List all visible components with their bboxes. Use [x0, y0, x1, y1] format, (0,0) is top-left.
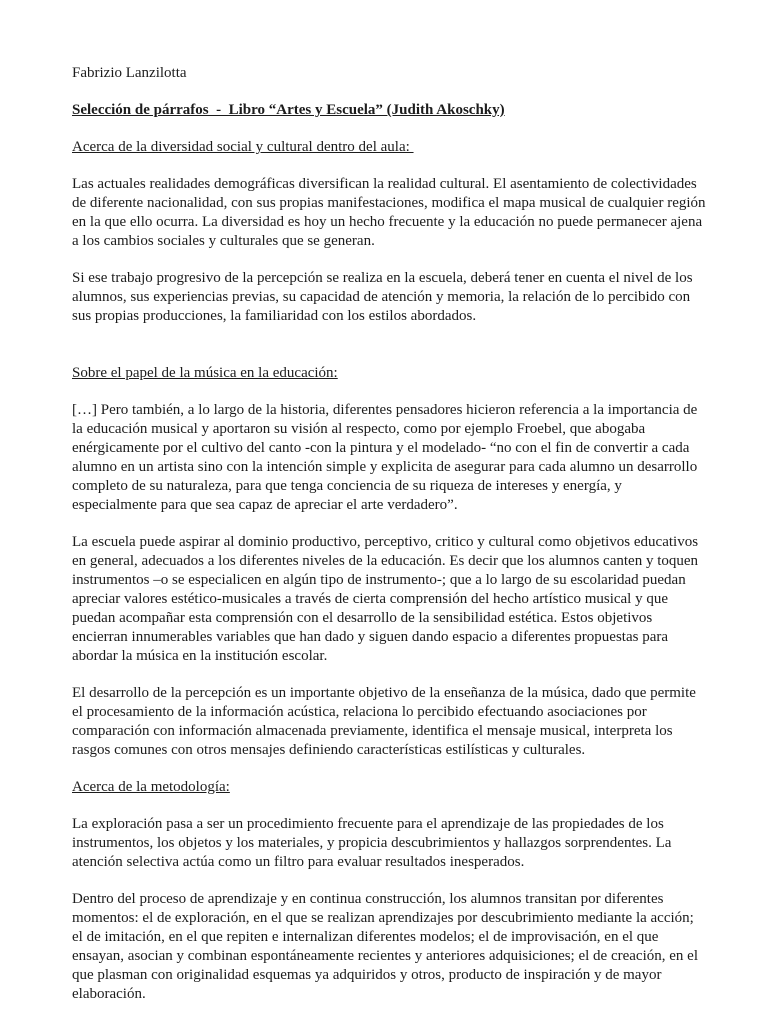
paragraph: La escuela puede aspirar al dominio productivo, perceptivo, critico y cultural como objetivos educativos en general, adecuados a los diferentes niveles de la educación. Es decir que los alumnos canten y toquen instrumentos –o se especialicen en algún tipo de instrumento-; que a lo largo de su escolaridad puedan apreciar valores estético-musicales a través de cierta comprensión del hecho artístico musical y que puedan acompañar esta comprensión con el desarrollo de la sensibilidad estética. Estos objetivos encierran innumerables variables que han dado y siguen dando espacio a diferentes propuestas para abordar la música en la institución escolar. [72, 534, 702, 664]
section-heading: Sobre el papel de la música en la educación: [72, 365, 338, 381]
document-body [72, 138, 710, 1004]
section-heading: Acerca de la metodología: [72, 779, 230, 795]
paragraph: Dentro del proceso de aprendizaje y en continua construcción, los alumnos transitan por diferentes momentos: el de exploración, en el que se realizan aprendizajes por descubrimiento mediante la acción; el de imitación, en el que repiten e internalizan diferentes modelos; el de improvisación, en el que ensayan, asocian y combinan espontáneamente recientes y anteriores adquisiciones; el de creación, en el que plasman con originalidad esquemas ya adquiridos y otros, producto de inspiración y de mayor elaboración. [72, 891, 702, 1002]
paragraph: El desarrollo de la percepción es un importante objetivo de la enseñanza de la música, dado que permite el procesamiento de la información acústica, relaciona lo percibido efectuando asociaciones por comparación con información almacenada previamente, identifica el mensaje musical, interpreta los rasgos comunes con otros mensajes definiendo características estilísticas y culturales. [72, 685, 700, 758]
paragraph: Si ese trabajo progresivo de la percepción se realiza en la escuela, deberá tener en cuenta el nivel de los alumnos, sus experiencias previas, su capacidad de atención y memoria, la relación de lo percibido con sus propias producciones, la familiaridad con los estilos abordados. [72, 270, 697, 324]
paragraph: Las actuales realidades demográficas diversifican la realidad cultural. El asentamiento de colectividades de diferente nacionalidad, con sus propias manifestaciones, modifica el mapa musical de cualquier región en la que ello ocurra. La diversidad es hoy un hecho frecuente y la educación no puede permanecer ajena a los cambios sociales y culturales que se generan. [72, 176, 710, 249]
section-heading: Acerca de la diversidad social y cultural dentro del aula: [72, 139, 414, 155]
section [72, 364, 706, 760]
paragraph: […] Pero también, a lo largo de la historia, diferentes pensadores hicieron referencia a la importancia de la educación musical y aportaron su visión al respecto, como por ejemplo Froebel, que abogaba enérgicamente por el cultivo del canto -con la pintura y el modelado- “no con el fin de convertir a cada alumno en un artista sino con la intención simple y explicita de asegurar para cada alumno un desarrollo completo de su naturaleza, para que tenga conciencia de su riqueza de intereses y energía, y especialmente para que sea capaz de apreciar el arte verdadero”. [72, 402, 702, 513]
author-line: Fabrizio Lanzilotta [72, 65, 187, 81]
section [72, 138, 710, 326]
section [72, 778, 706, 1004]
paragraph: La exploración pasa a ser un procedimiento frecuente para el aprendizaje de las propiedades de los instrumentos, los objetos y los materiales, y propicia descubrimientos y hallazgos sorprendentes. La atención selectiva actúa como un filtro para evaluar resultados inesperados. [72, 816, 676, 870]
document-title: Selección de párrafos - Libro “Artes y Escuela” (Judith Akoschky) [72, 102, 505, 118]
